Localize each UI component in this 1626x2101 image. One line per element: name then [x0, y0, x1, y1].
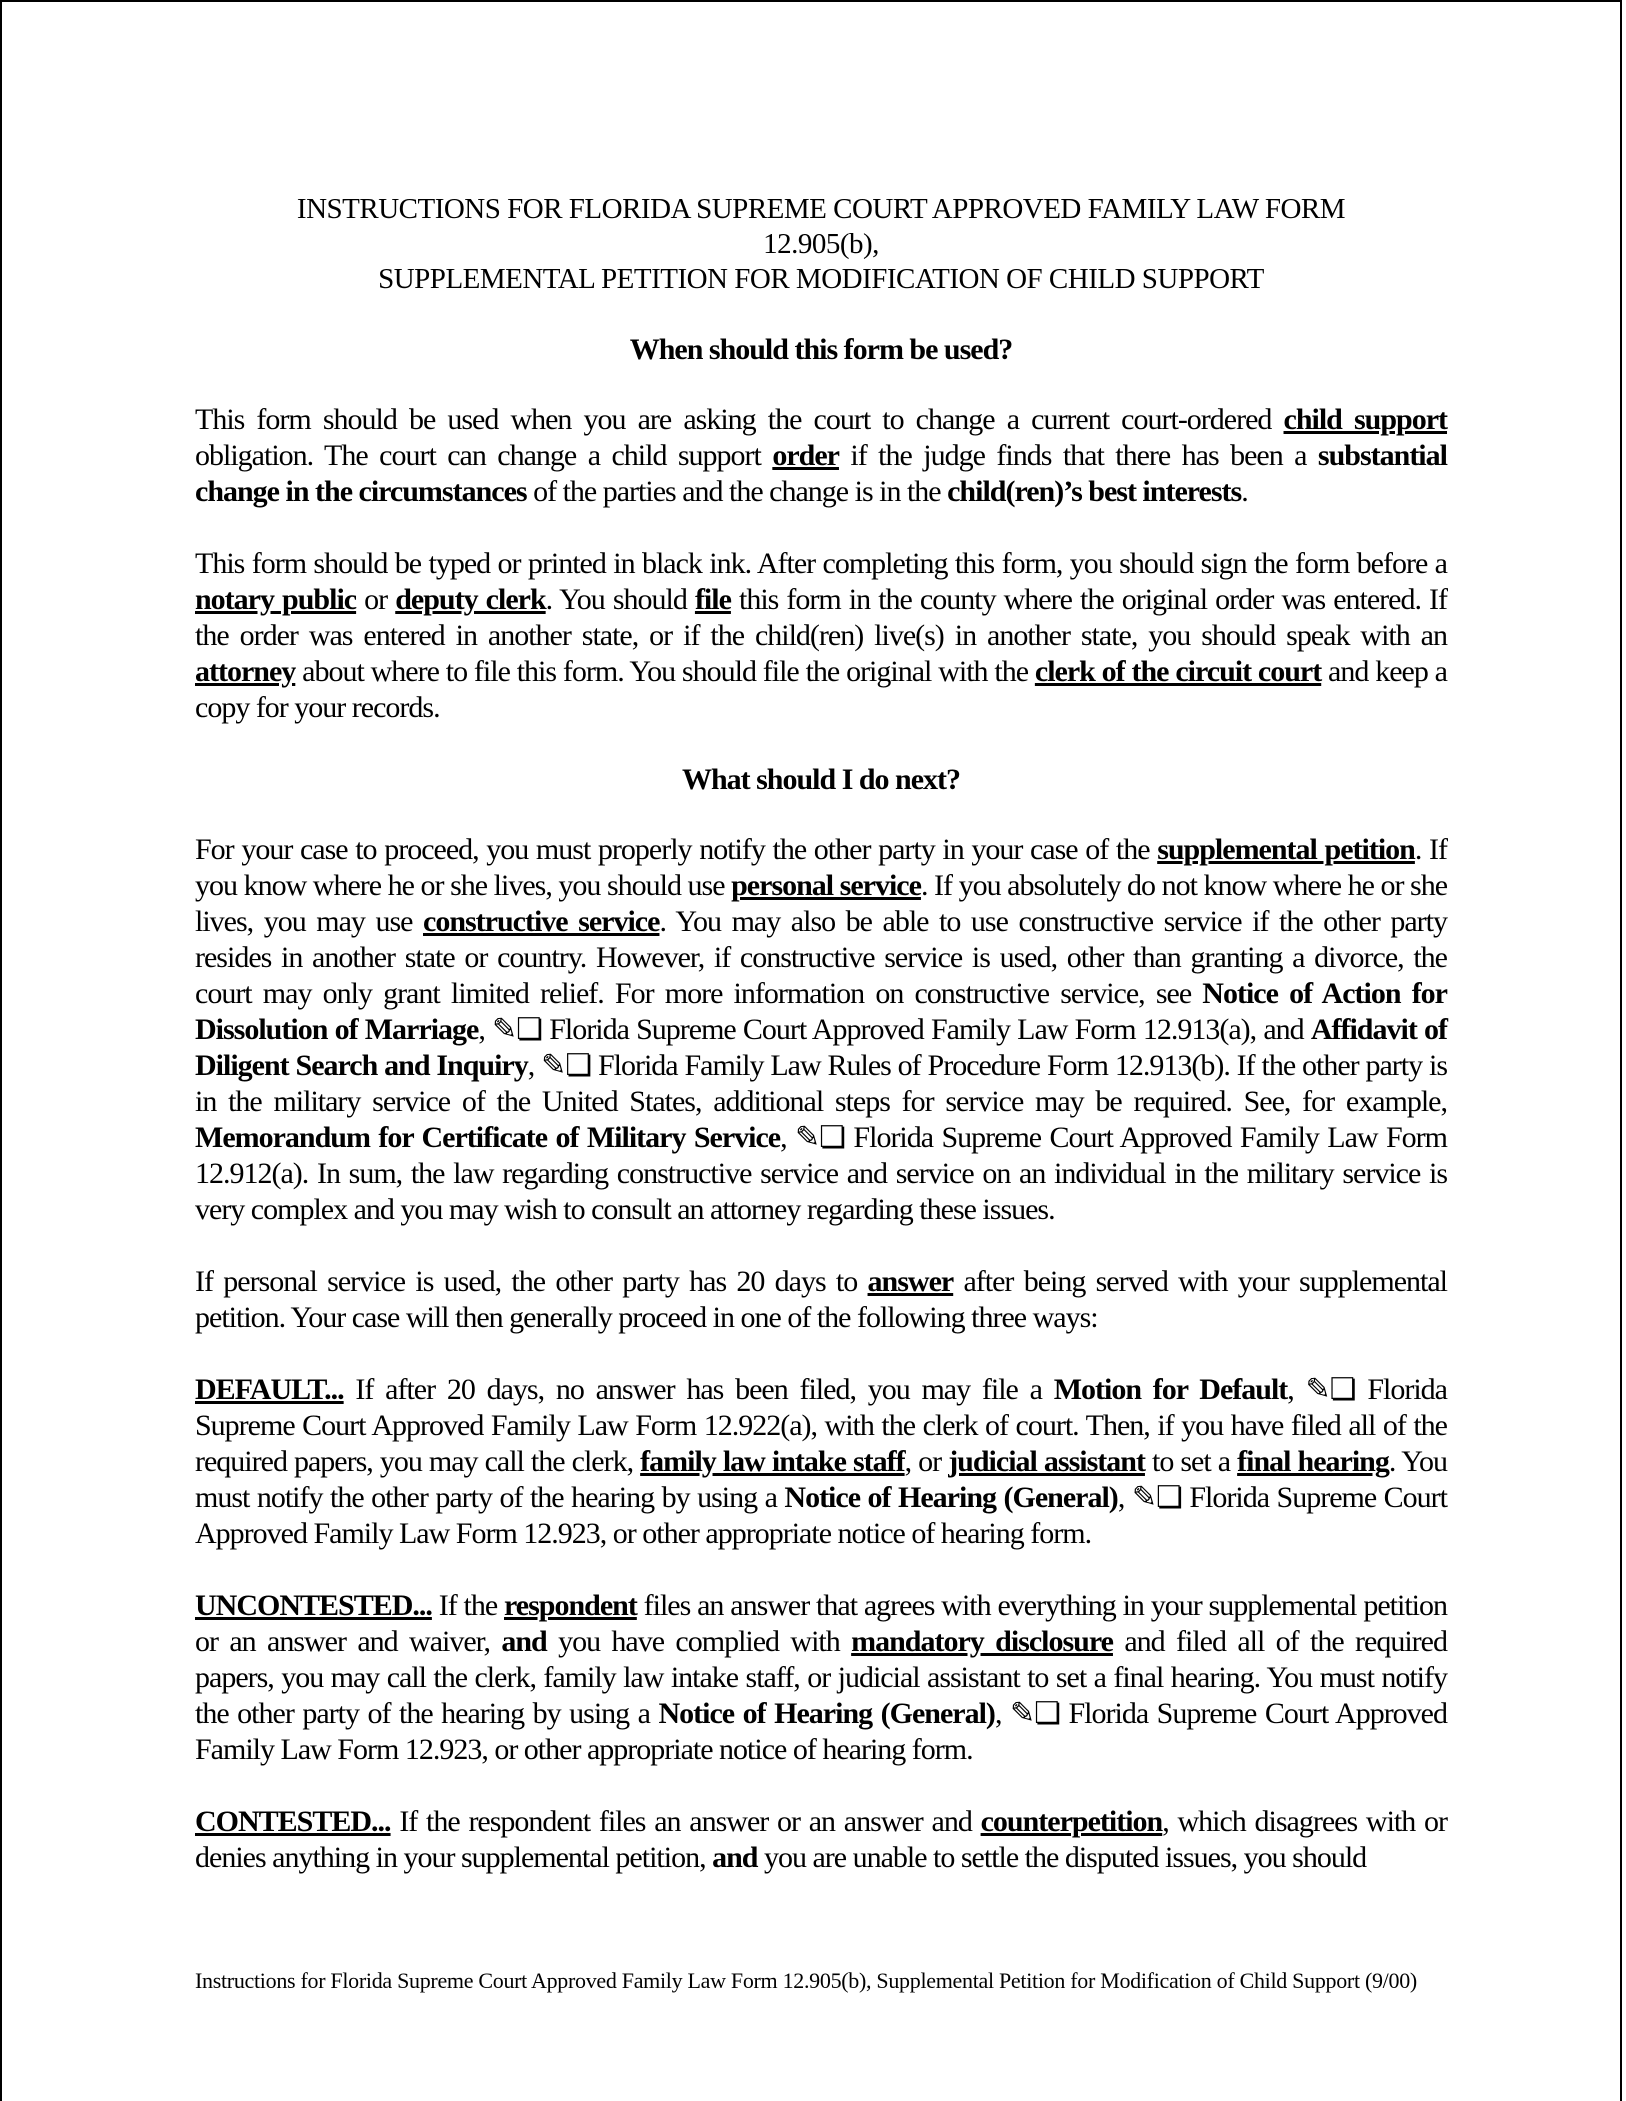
term-file: file [694, 583, 731, 616]
text: , ✎❏ Florida Supreme Court Approved Family Law Form 12.923, or other appropriate notice of hearing form. [195, 1481, 1447, 1550]
term-personal-service: personal service [731, 869, 921, 902]
label-contested: CONTESTED... [195, 1805, 391, 1838]
document-title [195, 192, 1447, 297]
text: , or [904, 1445, 949, 1478]
paragraph-service [195, 832, 1447, 1228]
text: this form in the county where the original order was entered. If the order was entered in another state, or if the child(ren) live(s) in another state, you should speak with an [195, 583, 1448, 652]
bold-and: and [712, 1841, 758, 1874]
text: to set a [1144, 1445, 1238, 1478]
text: , ✎❏ Florida Supreme Court Approved Family Law Form 12.913(a), and [478, 1013, 1311, 1046]
term-constructive-service: constructive service [423, 905, 660, 938]
text: , ✎❏ Florida Supreme Court Approved Family Law Form 12.912(a). In sum, the law regarding constructive service and service on an individual in the military service is very complex and you may wish to consult an attorney regarding these issues. [195, 1121, 1447, 1226]
title-line-3: SUPPLEMENTAL PETITION FOR MODIFICATION OF CHILD SUPPORT [378, 263, 1264, 295]
text: . You should [545, 583, 695, 616]
text: and filed all of the required papers, you may call the clerk, family law intake staff, or judicial assistant to set a final hearing. You must notify the other party of the hearing by using a [195, 1625, 1447, 1730]
text: If personal service is used, the other party has 20 days to [195, 1265, 868, 1298]
bold-notice-of-action: Notice of Action for Dissolution of Marriage [195, 977, 1447, 1046]
label-default: DEFAULT... [195, 1373, 344, 1406]
text: For your case to proceed, you must properly notify the other party in your case of the [195, 833, 1158, 866]
term-deputy-clerk: deputy clerk [395, 583, 546, 616]
text: obligation. The court can change a child support [195, 439, 773, 472]
text: and keep a copy for your records. [195, 655, 1447, 724]
bold-and: and [501, 1625, 547, 1658]
paragraph-contested [195, 1804, 1447, 1876]
text: . If you know where he or she lives, you should use [195, 833, 1448, 902]
term-notary-public: notary public [195, 583, 357, 616]
bold-best-interests: child(ren)’s best interests [947, 475, 1242, 508]
text: If the respondent files an answer or an answer and [390, 1805, 981, 1838]
text: of the parties and the change is in the [526, 475, 948, 508]
text: , which disagrees with or denies anything in your supplemental petition, [195, 1805, 1447, 1874]
text: after being served with your supplemental petition. Your case will then generally proceed in one of the following three ways: [195, 1265, 1447, 1334]
text: . [1241, 475, 1248, 508]
title-line-2: 12.905(b), [763, 228, 879, 260]
term-mandatory-disclosure: mandatory disclosure [851, 1625, 1113, 1658]
term-family-law-intake-staff: family law intake staff [640, 1445, 905, 1478]
text: . You may also be able to use constructive service if the other party resides in another state or country. However, if constructive service is used, other than granting a divorce, the court may only grant limited relief. For more information on constructive service, see [195, 905, 1448, 1010]
term-child-support: child support [1283, 403, 1448, 436]
document-body [195, 192, 1447, 1912]
term-counterpetition: counterpetition [980, 1805, 1163, 1838]
term-judicial-assistant: judicial assistant [948, 1445, 1145, 1478]
text: you are unable to settle the disputed issues, you should [757, 1841, 1367, 1874]
label-uncontested: UNCONTESTED... [195, 1589, 432, 1622]
text: If after 20 days, no answer has been filed, you may file a [343, 1373, 1054, 1406]
paragraph-purpose [195, 402, 1447, 510]
bold-substantial-change: substantial change in the circumstances [195, 439, 1447, 508]
text: or [356, 583, 396, 616]
text: If the [431, 1589, 504, 1622]
text: if the judge finds that there has been a [838, 439, 1318, 472]
text: This form should be typed or printed in black ink. After completing this form, you should sign the form before a [195, 547, 1447, 580]
paragraph-answer [195, 1264, 1447, 1336]
heading-what-next: What should I do next? [681, 763, 961, 796]
bold-notice-of-hearing: Notice of Hearing (General) [658, 1697, 995, 1730]
text: , ✎❏ Florida Supreme Court Approved Family Law Form 12.922(a), with the clerk of court. Then, if you have filed all of the required papers, you may call the clerk, [195, 1373, 1447, 1478]
bold-affidavit-diligent-search: Affidavit of Diligent Search and Inquiry [195, 1013, 1447, 1082]
term-order: order [772, 439, 839, 472]
text: , ✎❏ Florida Family Law Rules of Procedure Form 12.913(b). If the other party is in the military service of the United States, additional steps for service may be required. See, for example, [195, 1049, 1447, 1118]
text: . If you absolutely do not know where he or she lives, you may use [195, 869, 1448, 938]
paragraph-default [195, 1372, 1447, 1552]
term-clerk-of-circuit-court: clerk of the circuit court [1034, 655, 1322, 688]
text: . You must notify the other party of the hearing by using a [195, 1445, 1447, 1514]
text: This form should be used when you are asking the court to change a current court-ordered [195, 403, 1284, 436]
text: , ✎❏ Florida Supreme Court Approved Family Law Form 12.923, or other appropriate notice of hearing form. [195, 1697, 1447, 1766]
text: files an answer that agrees with everything in your supplemental petition or an answer and waiver, [195, 1589, 1447, 1658]
text: about where to file this form. You should file the original with the [295, 655, 1035, 688]
term-answer: answer [867, 1265, 954, 1298]
title-line-1: INSTRUCTIONS FOR FLORIDA SUPREME COURT APPROVED FAMILY LAW FORM [296, 193, 1346, 225]
page-footer: Instructions for Florida Supreme Court Approved Family Law Form 12.905(b), Supplemental Petition for Modification of Child Support (9/00) [195, 1968, 1417, 1993]
paragraph-uncontested [195, 1588, 1447, 1768]
paragraph-filing [195, 546, 1447, 726]
heading-when-used: When should this form be used? [629, 333, 1013, 366]
bold-notice-of-hearing: Notice of Hearing (General) [784, 1481, 1118, 1514]
term-attorney: attorney [195, 655, 296, 688]
bold-motion-for-default: Motion for Default [1053, 1373, 1288, 1406]
bold-memorandum-military-service: Memorandum for Certificate of Military Service [195, 1121, 781, 1154]
term-respondent: respondent [504, 1589, 637, 1622]
text: you have complied with [546, 1625, 852, 1658]
term-final-hearing: final hearing [1237, 1445, 1389, 1478]
term-supplemental-petition: supplemental petition [1157, 833, 1415, 866]
